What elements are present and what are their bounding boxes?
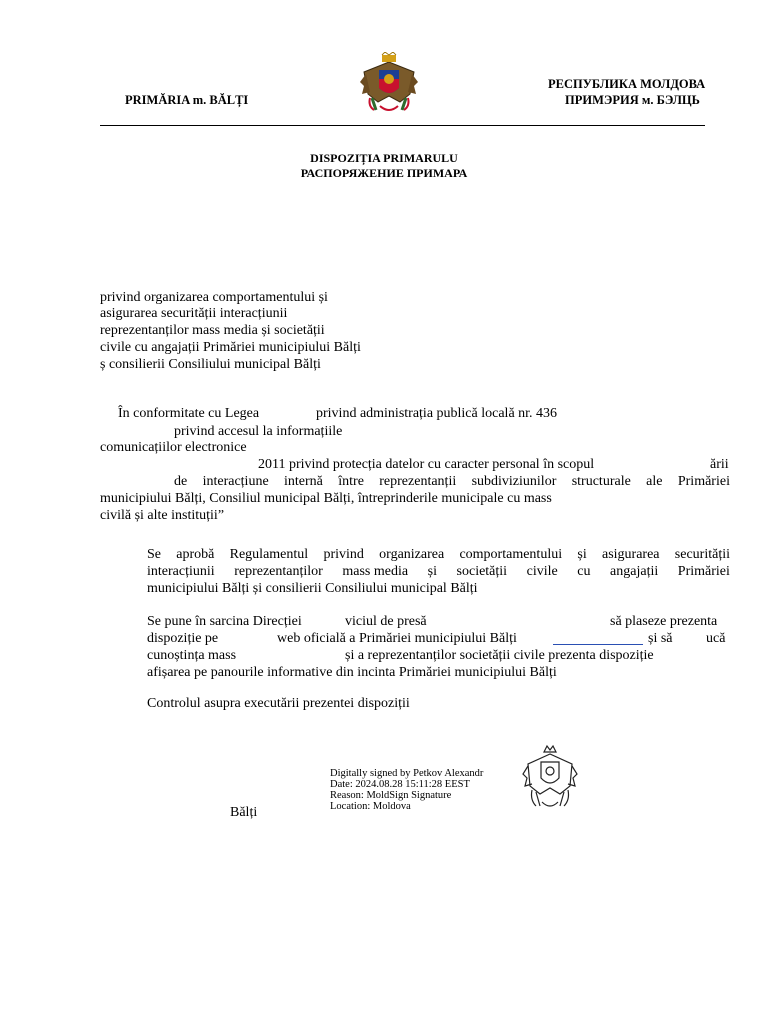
header-right-line1: РЕСПУБЛИКА МОЛДОВА (548, 77, 706, 91)
word: aprobă (176, 547, 215, 562)
subject-line: asigurarea securității interacțiunii (100, 306, 288, 321)
preamble-justified-line (174, 474, 730, 490)
word: interacțiune (202, 474, 269, 489)
word: între (338, 474, 364, 489)
word: societății (456, 564, 508, 579)
word: privind (323, 547, 364, 562)
signature-line: Date: 2024.08.28 15:11:28 EEST (330, 779, 470, 790)
item2-text: cunoștința mass (147, 648, 237, 663)
signature-line: Reason: MoldSign Signature (330, 790, 452, 801)
item1-justified-line (147, 547, 730, 563)
state-seal-icon (522, 742, 578, 819)
word: interacțiunii (147, 564, 215, 579)
item2-text: să plaseze prezenta (610, 614, 718, 629)
preamble-text: ării (710, 457, 729, 472)
item2-text: Se pune în sarcina Direcției (147, 614, 302, 629)
word: de (174, 474, 188, 489)
word: reprezentanților (234, 564, 323, 579)
item2-text: dispoziție pe (147, 631, 219, 646)
item2-text: ucă (706, 631, 726, 646)
word: organizarea (379, 547, 445, 562)
subject-line: reprezentanților mass media și societății (100, 323, 325, 338)
item2-text: și a reprezentanților societății civile prezenta dispoziție (345, 648, 654, 663)
word: asigurarea (601, 547, 660, 562)
document-title-ro: DISPOZIȚIA PRIMARULU (310, 151, 458, 165)
word: angajații (610, 564, 659, 579)
document-title-ru: РАСПОРЯЖЕНИЕ ПРИМАРА (300, 166, 468, 180)
subject-line: privind organizarea comportamentului și (100, 290, 328, 305)
preamble-text: În conformitate cu Legea (118, 406, 260, 421)
signature-line: Digitally signed by Petkov Alexandr (330, 768, 484, 779)
word: structurale (571, 474, 631, 489)
item2-text: viciul de presă (345, 614, 427, 629)
header-right-line2: ПРИМЭРИЯ м. БЭЛЦЬ (565, 93, 700, 107)
word: comportamentului (459, 547, 563, 562)
word: Primăriei (677, 564, 730, 579)
word: securității (674, 547, 730, 562)
item1-text: municipiului Bălți și consilierii Consiliului municipal Bălți (147, 581, 478, 596)
word: și (427, 564, 437, 579)
subject-line: ș consilierii Consiliului municipal Bălți (100, 357, 321, 372)
item2-text: web oficială a Primăriei municipiului Bălți (277, 631, 517, 646)
word: reprezentanții (379, 474, 457, 489)
item3-text: Controlul asupra executării prezentei dispoziții (147, 696, 410, 711)
item2-text: afișarea pe panourile informative din incinta Primăriei municipiului Bălți (147, 665, 557, 680)
item1-justified-line (147, 564, 730, 580)
item2-text: și să (648, 631, 673, 646)
word: Primăriei (677, 474, 730, 489)
word: Se (147, 547, 161, 562)
word: Regulamentul (229, 547, 309, 562)
word: și (577, 547, 587, 562)
preamble-text: civilă și alte instituții” (100, 508, 225, 523)
coat-of-arms-moldova-icon (358, 52, 420, 123)
preamble-text: comunicațiilor electronice (100, 440, 247, 455)
preamble-text: privind accesul la informațiile (174, 424, 343, 439)
word: subdiviziunilor (471, 474, 557, 489)
word: internă (284, 474, 323, 489)
subject-line: civile cu angajații Primăriei municipiului Bălți (100, 340, 361, 355)
word: cu (577, 564, 591, 579)
header-left-title: PRIMĂRIA m. BĂLȚI (125, 93, 249, 107)
word: mass media (342, 564, 409, 579)
header-divider (100, 125, 705, 126)
preamble-text: municipiului Bălți, Consiliul municipal Bălți, întreprinderile municipale cu mass (100, 491, 552, 506)
preamble-text: privind administrația publică locală nr. 436 (316, 406, 558, 421)
signature-line: Location: Moldova (330, 801, 411, 812)
word: ale (646, 474, 663, 489)
preamble-text: 2011 privind protecția datelor cu caracter personal în scopul (258, 457, 595, 472)
place-name: Bălți (230, 805, 258, 820)
word: civile (526, 564, 558, 579)
